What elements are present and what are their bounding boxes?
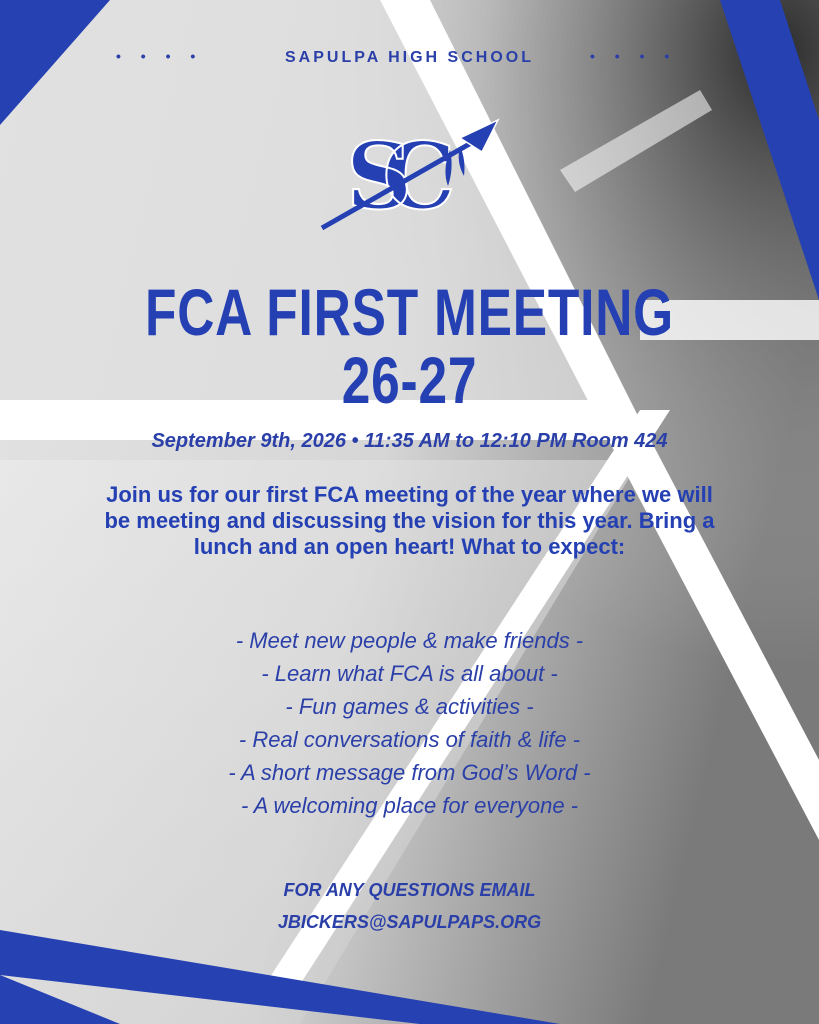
- list-item: - Meet new people & make friends -: [235, 628, 584, 653]
- list-item: - A welcoming place for everyone -: [240, 793, 579, 818]
- list-item: - A short message from God’s Word -: [228, 760, 591, 785]
- event-title: FCA FIRST MEETING: [144, 275, 674, 349]
- contact-email[interactable]: JBICKERS@SAPULPAPS.ORG: [277, 912, 542, 932]
- contact-info: [0, 874, 819, 938]
- header-row: [0, 46, 819, 72]
- event-description: Join us for our first FCA meeting of the year where we will be meeting and discussing the vision for this year. Bring a lunch and an open heart! What to expect:: [104, 482, 715, 559]
- decor-dots-left: • • • •: [116, 48, 204, 64]
- list-item: - Fun games & activities -: [285, 694, 534, 719]
- event-year: 26-27: [341, 343, 478, 417]
- school-name: SAPULPA HIGH SCHOOL: [284, 49, 534, 66]
- school-logo: [310, 110, 510, 240]
- expectations-list: [0, 624, 819, 822]
- event-date-time-room: September 9th, 2026 • 11:35 AM to 12:10 PM Room 424: [151, 430, 668, 452]
- contact-prompt: FOR ANY QUESTIONS EMAIL: [283, 880, 536, 900]
- list-item: - Learn what FCA is all about -: [261, 661, 558, 686]
- monogram-text: SC: [346, 122, 426, 230]
- decor-dots-right: • • • •: [590, 48, 678, 64]
- list-item: - Real conversations of faith & life -: [238, 727, 581, 752]
